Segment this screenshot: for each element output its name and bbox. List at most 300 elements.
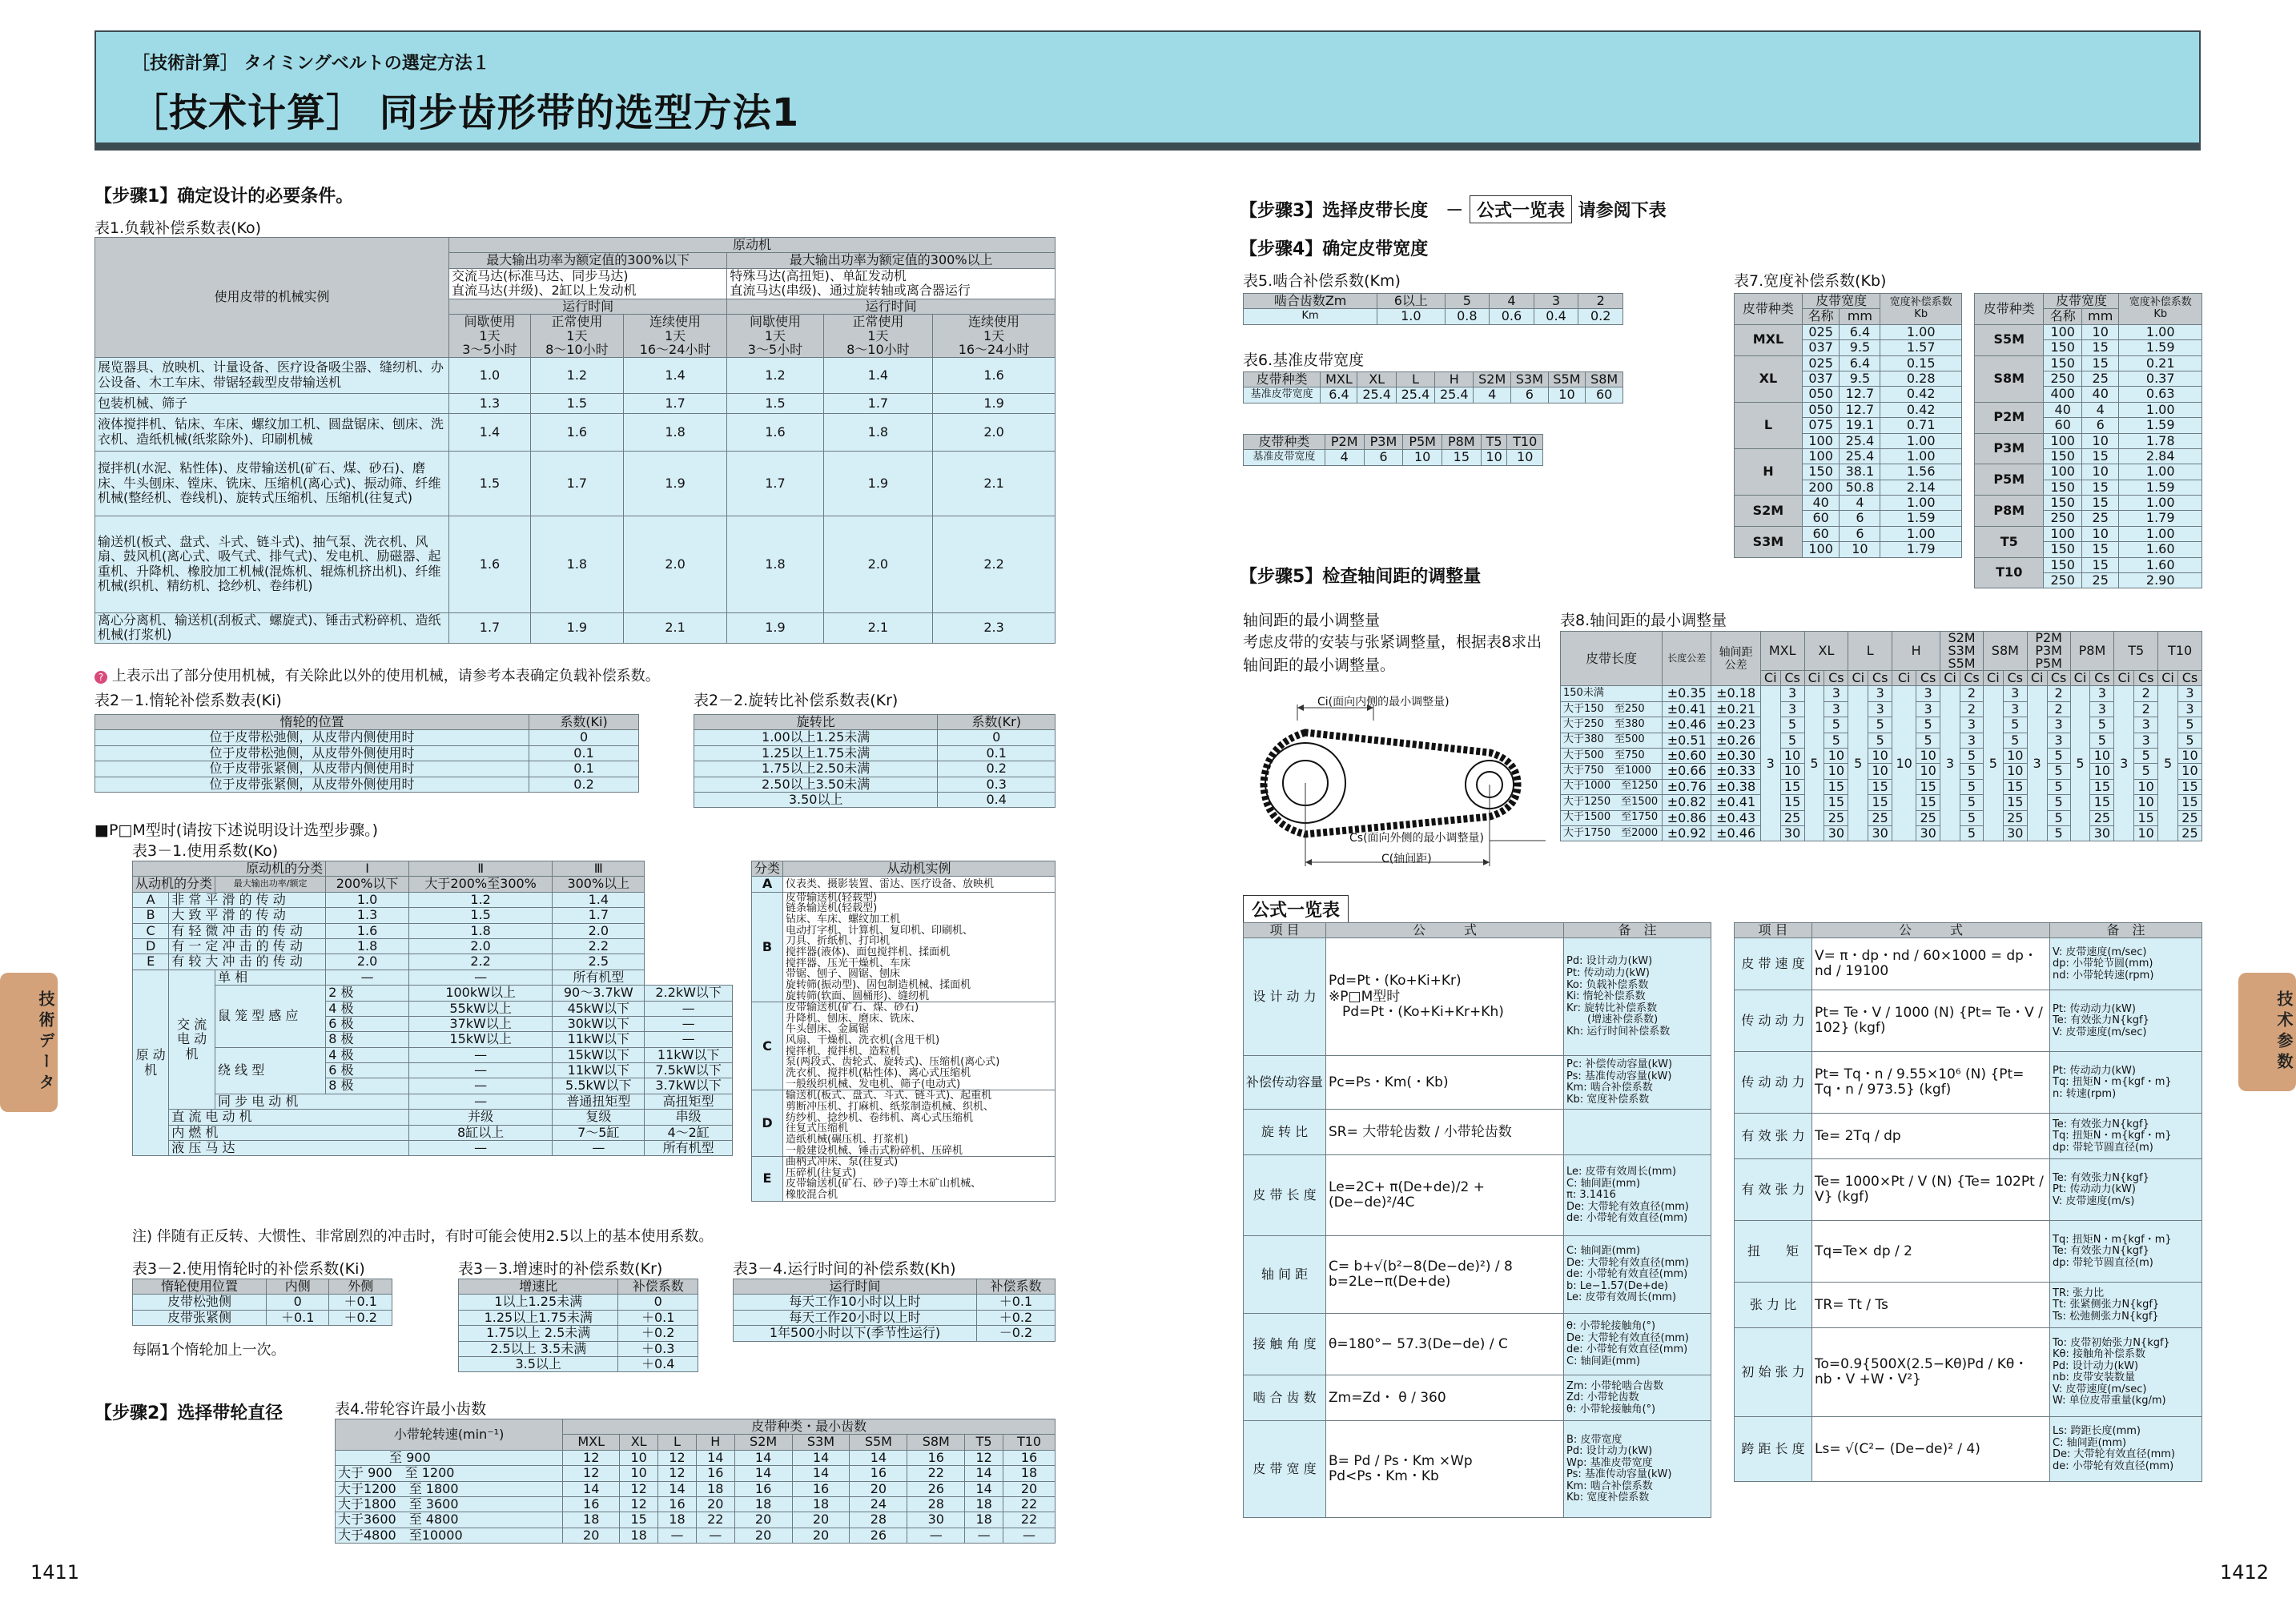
- t8-cs-val: 10: [2134, 795, 2158, 810]
- t31-value: 1.7: [553, 908, 645, 923]
- t8-ci: Ci: [2070, 671, 2090, 686]
- t4-col: MXL: [563, 1435, 620, 1450]
- table-cell: 6.4: [1321, 387, 1357, 403]
- t8-cs: Cs: [1916, 671, 1940, 686]
- formula-note: V: 皮带速度(m/sec) dp: 小带轮节圆(mm) nd: 小带轮转速(rpm): [2050, 938, 2202, 990]
- t4-cell: 12: [563, 1450, 620, 1465]
- table-header: L: [1396, 372, 1434, 387]
- table-cell: 10: [1481, 450, 1507, 465]
- t8-tol: ±0.35: [1663, 686, 1711, 701]
- t4-cell: 大于4800 至10000: [336, 1528, 563, 1543]
- t1-value: 1.7: [623, 393, 727, 413]
- table-head: [694, 715, 1056, 730]
- t4-cell: 22: [1003, 1512, 1056, 1528]
- t7-cell: 1.56: [1880, 464, 1962, 480]
- table-head: [95, 715, 639, 730]
- t8-row: [1561, 748, 2202, 763]
- t31-value: 所有机型: [645, 1141, 733, 1156]
- t8-cs-val: 15: [2003, 795, 2027, 810]
- t31-value: —: [408, 1047, 552, 1062]
- t7-cell: 025: [1802, 355, 1840, 371]
- table-row: [734, 1326, 1056, 1341]
- table-header: 惰轮使用位置: [133, 1279, 267, 1295]
- t1-machine: 包装机械、筛子: [95, 393, 449, 413]
- t1-value: 1.2: [530, 357, 623, 393]
- t1-value: 2.0: [823, 516, 933, 612]
- t8-cs-val: 10: [1868, 748, 1892, 763]
- t3ex-head: [752, 861, 1056, 877]
- t8-cs-val: 10: [2177, 764, 2202, 779]
- t7-cell: 1.00: [1880, 324, 1962, 339]
- formula-item: 初 始 张 力: [1735, 1328, 1812, 1417]
- t1-value: 2.1: [623, 612, 727, 643]
- t4-cell: 大于 900 至 1200: [336, 1466, 563, 1481]
- t7-cell: 100: [2044, 464, 2082, 480]
- t31-value: —: [645, 1016, 733, 1031]
- t31-head-II: Ⅱ: [408, 861, 552, 877]
- formula-item: 皮 带 长 度: [1244, 1155, 1326, 1236]
- t7-cell: 150: [2044, 340, 2082, 355]
- t1-machine: 搅拌机(水泥、粘性体)、皮带输送机(矿石、煤、砂石)、磨床、牛头刨床、镗床、铣床、压缩机(离心式)、振动筛、纤维机械(整经机、卷线机)、旋转式压缩机、压缩机(往复式): [95, 451, 449, 516]
- t8-cs-val: 10: [2090, 764, 2114, 779]
- t8-cs-val: 25: [2003, 810, 2027, 825]
- t1-row: [95, 612, 1056, 643]
- t31-value: 1.5: [408, 908, 552, 923]
- table-cell: 位于皮带张紧侧，从皮带内侧使用时: [95, 761, 529, 777]
- t8-cs-val: 5: [1960, 795, 1983, 810]
- t8-ctr: ±0.41: [1711, 795, 1760, 810]
- t7-row: [1735, 402, 1962, 417]
- t4-cell: —: [907, 1528, 965, 1543]
- table-cell: 1.75以上 2.5未满: [459, 1326, 618, 1341]
- table-cell: 1以上1.25未满: [459, 1295, 618, 1310]
- t7-cell: 10: [1840, 542, 1880, 557]
- t8-cs-val: 15: [1824, 795, 1848, 810]
- t31-ice-label: 内 燃 机: [169, 1125, 409, 1140]
- t8-ci: Ci: [1983, 671, 2003, 686]
- t8-tol: ±0.82: [1663, 795, 1711, 810]
- formula-row: [1735, 1114, 2202, 1159]
- formula-expression: θ=180°− 57.3(De−de) / C: [1326, 1314, 1564, 1375]
- table-header: P2M: [1325, 435, 1364, 450]
- t4-cell: 30: [907, 1512, 965, 1528]
- t8-cs-val: 15: [1824, 779, 1848, 794]
- t1-value: 1.6: [727, 413, 823, 451]
- formula-head-note: 备 注: [2050, 923, 2202, 938]
- t31-wound: [133, 1047, 733, 1062]
- formula-note: C: 轴间距(mm) De: 大带轮有效直径(mm) de: 小带轮有效直径(mm) b: Le−1.57(De+de) Le: 皮带有效周长(mm): [1564, 1236, 1711, 1314]
- t8-cs-val: 3: [1868, 686, 1892, 701]
- table3-4-runtime: [733, 1279, 1056, 1342]
- table-cell: ＋0.4: [618, 1356, 698, 1371]
- formula-row: [1735, 1417, 2202, 1482]
- table-row: [459, 1295, 698, 1310]
- t31-head-I2: 200%以下: [326, 877, 409, 892]
- table8-adjustment: [1560, 631, 2202, 841]
- t31-value: 6 极: [326, 1063, 409, 1078]
- t8-tol: ±0.92: [1663, 825, 1711, 841]
- formula-head: [1244, 923, 1711, 938]
- t31-value: 11kW以下: [645, 1047, 733, 1062]
- t7-cell: 100: [2044, 526, 2082, 541]
- t4-cell: 10: [620, 1466, 658, 1481]
- t31-value: —: [408, 1141, 552, 1156]
- t8-cs-val: 10: [2003, 748, 2027, 763]
- t31-head-II2: 大于200%至300%: [408, 877, 552, 892]
- formula-list-title: 公式一览表: [1243, 895, 1349, 923]
- t8-cs-val: 10: [1824, 748, 1848, 763]
- t8-ctr: ±0.23: [1711, 717, 1760, 733]
- t8-tol: ±0.76: [1663, 779, 1711, 794]
- t7-cell: 0.37: [2119, 371, 2202, 386]
- table-cell: 皮带张紧侧: [133, 1310, 267, 1325]
- t7-cell: 1.79: [1880, 542, 1962, 557]
- t4-cell: 16: [1003, 1450, 1056, 1465]
- formula-expression: Te= 2Tq / dp: [1812, 1114, 2050, 1159]
- t8-cs: Cs: [1868, 671, 1892, 686]
- t31-class-row: [133, 923, 733, 938]
- adjust-title: 轴间距的最小调整量: [1243, 612, 1381, 629]
- table-header: S5M: [1548, 372, 1586, 387]
- formula-expression: Pd=Pt・(Ko+Ki+Kr) ※P□M型时 Pd=Pt・(Ko+Ki+Kr+Kh): [1326, 938, 1564, 1056]
- formula-note: Te: 有效张力N{kgf} Tq: 扭矩N・m{kgf・m} dp: 带轮节圆直径(m): [2050, 1114, 2202, 1159]
- t8-cs-val: 5: [1916, 717, 1940, 733]
- t31-value: 2.0: [408, 938, 552, 954]
- t8-col: S8M: [1983, 632, 2027, 671]
- t8-cs-val: 25: [1824, 810, 1848, 825]
- t7-head-name: 名称: [1802, 309, 1840, 324]
- t8-cs-val: 2: [1960, 686, 1983, 701]
- t31-value: —: [326, 970, 409, 985]
- t8-tol: ±0.46: [1663, 717, 1711, 733]
- t8-ci-val: 5: [1983, 686, 2003, 841]
- table-cell: 0.8: [1445, 309, 1490, 324]
- table5-caption: 表5.啮合补偿系数(Km): [1243, 272, 1401, 290]
- t8-head-len: 皮带长度: [1561, 632, 1663, 686]
- t8-col: XL: [1804, 632, 1848, 671]
- t1-value: 1.7: [823, 393, 933, 413]
- table-header: P8M: [1442, 435, 1481, 450]
- t7-cell: 25: [2081, 371, 2118, 386]
- table4-min-teeth: [335, 1419, 1056, 1544]
- table-row: [95, 745, 639, 761]
- table2-2-caption: 表2－2.旋转比补偿系数表(Kr): [694, 692, 899, 709]
- t7-cell: 15: [2081, 496, 2118, 511]
- t4-col: S3M: [792, 1435, 850, 1450]
- t4-cell: 20: [734, 1512, 792, 1528]
- t1-head-usage: 间歇使用 1天 3～5小时: [727, 314, 823, 357]
- t4-cell: 18: [696, 1481, 734, 1496]
- t4-cell: 20: [563, 1528, 620, 1543]
- formula-item: 皮 带 宽 度: [1244, 1421, 1326, 1518]
- table-header: S8M: [1586, 372, 1623, 387]
- t1-head-usage: 正常使用 1天 8～10小时: [823, 314, 933, 357]
- formula-expression: C= b+√(b²−8(De−de)²) / 8 b=2Le−π(De+de): [1326, 1236, 1564, 1314]
- fig-label-ci: Ci(面向内侧的最小调整量): [1317, 696, 1450, 709]
- t31-value: 5.5kW以下: [553, 1078, 645, 1094]
- table-head: [1244, 372, 1623, 387]
- t8-row: [1561, 825, 2202, 841]
- t8-cs-val: 5: [1780, 733, 1804, 748]
- t4-cell: 20: [734, 1528, 792, 1543]
- t1-value: 2.1: [823, 612, 933, 643]
- table2-1-idler: [94, 714, 639, 793]
- formula-note: Tq: 扭矩N・m{kgf・m} Te: 有效张力N{kgf} dp: 带轮节圆直径(m): [2050, 1221, 2202, 1283]
- formula-note: [1564, 1110, 1711, 1155]
- table-row: [133, 1295, 392, 1310]
- t4-cell: 12: [563, 1466, 620, 1481]
- t8-head-ctr: 轴间距 公差: [1711, 632, 1760, 686]
- t7-cell: 0.63: [2119, 387, 2202, 402]
- t8-cs-val: 5: [2047, 795, 2070, 810]
- t7-cell: 15: [2081, 448, 2118, 464]
- table-cell: 25.4: [1357, 387, 1396, 403]
- t8-cs-val: 10: [1780, 748, 1804, 763]
- t8-ctr: ±0.21: [1711, 701, 1760, 717]
- formula-item: 有 效 张 力: [1735, 1159, 1812, 1221]
- t7-cell: 1.00: [2119, 526, 2202, 541]
- t8-cs-val: 3: [2090, 701, 2114, 717]
- table-cell: 位于皮带松弛侧，从皮带外侧使用时: [95, 745, 529, 761]
- t31-value: 2.2kW以下: [645, 986, 733, 1001]
- formula-expression: Zm=Zd・ θ / 360: [1326, 1375, 1564, 1421]
- t1-value: 1.5: [530, 393, 623, 413]
- t8-cs-val: 2: [1960, 701, 1983, 717]
- t8-tol: ±0.51: [1663, 733, 1711, 748]
- t7-cell: 38.1: [1840, 464, 1880, 480]
- t4-col: L: [658, 1435, 697, 1450]
- table-row: [694, 792, 1056, 807]
- formula-item: 旋 转 比: [1244, 1110, 1326, 1155]
- side-tab-right[interactable]: 技术参数: [2238, 973, 2296, 1091]
- t7-cell: 0.21: [2119, 355, 2202, 371]
- table-row: [133, 1310, 392, 1325]
- t31-value: 所有机型: [553, 970, 645, 985]
- table-cell: 6: [1364, 450, 1403, 465]
- t8-col: T10: [2158, 632, 2202, 671]
- t4-cell: 15: [620, 1512, 658, 1528]
- t7-cell: 12.7: [1840, 402, 1880, 417]
- t7-cell: 100: [2044, 433, 2082, 448]
- t31-single-label: 单 相: [215, 970, 326, 985]
- table-header: 补偿系数: [976, 1279, 1055, 1295]
- t31-value: 37kW以上: [408, 1016, 552, 1031]
- t7-cell: 4: [2081, 402, 2118, 417]
- t31-value: —: [645, 1032, 733, 1047]
- table3-2-note: 每隔1个惰轮加上一次。: [132, 1342, 286, 1359]
- formula-item: 补偿传动容量: [1244, 1056, 1326, 1110]
- t7-cell: 100: [1802, 433, 1840, 448]
- table5-mesh-factor: [1243, 293, 1623, 325]
- step3-text: 【步骤3】选择皮带长度 －: [1240, 201, 1464, 221]
- t7-row: [1735, 324, 1962, 339]
- formula-head-formula: 公 式: [1812, 923, 2050, 938]
- fig-label-cs: Cs(面向外侧的最小调整量): [1349, 832, 1484, 845]
- table-cell: 2.50以上3.50未满: [694, 777, 938, 792]
- t31-value: 1.8: [326, 938, 409, 954]
- t7-cell: 2.14: [1880, 480, 1962, 495]
- t31-value: 并级: [408, 1110, 552, 1125]
- t8-tol: ±0.41: [1663, 701, 1711, 717]
- t31-class-desc: 大 致 平 滑 的 传 动: [169, 908, 326, 923]
- t7-cell: 60: [2044, 418, 2082, 433]
- t31-class: A: [133, 892, 169, 907]
- t4-col: T5: [965, 1435, 1003, 1450]
- table-row: [1244, 387, 1623, 403]
- t1-value: 1.4: [823, 357, 933, 393]
- t1-row: [95, 413, 1056, 451]
- t8-cs-val: 5: [1824, 733, 1848, 748]
- t7-row: [1975, 557, 2202, 572]
- header-banner: [94, 30, 2201, 151]
- t31-value: 2.2: [553, 938, 645, 954]
- formula-note: θ: 小带轮接触角(°) De: 大带轮有效直径(mm) de: 小带轮有效直径(mm) C: 轴间距(mm): [1564, 1314, 1711, 1375]
- t31-value: 45kW以下: [553, 1001, 645, 1016]
- table-row: [95, 761, 639, 777]
- table3-1-note: 注) 伴随有正反转、大惯性、非常剧烈的冲击时，有时可能会使用2.5以上的基本使用系数。: [132, 1228, 714, 1245]
- t31-value: 普通扭矩型: [553, 1094, 645, 1109]
- table-head: [734, 1279, 1056, 1295]
- table-cell: 15: [1442, 450, 1481, 465]
- t7-cell: 037: [1802, 340, 1840, 355]
- t7-row: [1735, 526, 1962, 541]
- t4-cell: 大于1800 至 3600: [336, 1496, 563, 1512]
- t31-value: 11kW以下: [553, 1063, 645, 1078]
- t7-cell: 075: [1802, 418, 1840, 433]
- t7-head-mm: mm: [1840, 309, 1880, 324]
- t8-ctr: ±0.18: [1711, 686, 1760, 701]
- t8-ctr: ±0.46: [1711, 825, 1760, 841]
- table-cell: 0.2: [938, 761, 1056, 777]
- t31-hyd-label: 液 压 马 达: [169, 1141, 409, 1156]
- table-cell: 0.4: [938, 792, 1056, 807]
- t8-head: [1561, 632, 2202, 671]
- t7-cell: 60: [1802, 511, 1840, 526]
- formula-row: [1735, 1283, 2202, 1328]
- t31-value: 2.0: [326, 954, 409, 970]
- t31-dc: [133, 1110, 733, 1125]
- page-number-left: 1411: [30, 1561, 80, 1584]
- table-head: [133, 1279, 392, 1295]
- t8-ci-val: 5: [1848, 686, 1868, 841]
- table1-note-text: 上表示出了部分使用机械，有关除此以外的使用机械，请参考本表确定负载补偿系数。: [111, 668, 660, 685]
- t7-head-kb: 宽度补偿系数 Kb: [2119, 294, 2202, 325]
- table-cell: 0.6: [1490, 309, 1534, 324]
- t4-col: S8M: [907, 1435, 965, 1450]
- t8-cs: Cs: [2003, 671, 2027, 686]
- t31-value: 1.3: [326, 908, 409, 923]
- t31-class: C: [133, 923, 169, 938]
- t1-value: 1.3: [449, 393, 531, 413]
- t7-head-width: 皮带宽度: [2044, 294, 2119, 309]
- table-header: 系数(Ki): [529, 715, 639, 730]
- t7-cell: 150: [2044, 355, 2082, 371]
- table-cell: 3.50以上: [694, 792, 938, 807]
- table-head: [459, 1279, 698, 1295]
- t7-cell: 150: [2044, 542, 2082, 557]
- t1-machine: 展览器具、放映机、计量设备、医疗设备吸尘器、缝纫机、办公设备、木工车床、带锯轻载型皮带输送机: [95, 357, 449, 393]
- t4-cell: 12: [658, 1450, 697, 1465]
- side-tab-left[interactable]: 技術データ: [0, 973, 58, 1112]
- t8-row: [1561, 733, 2202, 748]
- t8-tol: ±0.60: [1663, 748, 1711, 763]
- t1-value: 2.1: [933, 451, 1056, 516]
- t8-cs: Cs: [2090, 671, 2114, 686]
- table1-note: [94, 664, 660, 685]
- t7-cell: 1.00: [1880, 496, 1962, 511]
- formula-list-link[interactable]: 公式一览表: [1470, 195, 1572, 223]
- formula-item: 传 动 动 力: [1735, 990, 1812, 1052]
- t31-sync-label: 同 步 电 动 机: [215, 1094, 409, 1109]
- formula-table-left: [1243, 922, 1711, 1518]
- table-row: [459, 1310, 698, 1325]
- t8-col: S2M S3M S5M: [1940, 632, 1984, 671]
- fig-label-c: C(轴间距): [1381, 853, 1432, 865]
- t8-len: 大于380 至500: [1561, 733, 1663, 748]
- table-row: [1244, 450, 1543, 465]
- t31-value: 1.4: [553, 892, 645, 907]
- t7-type: XL: [1735, 355, 1803, 402]
- t7-cell: 25.4: [1840, 433, 1880, 448]
- table-cell: 每天工作20小时以上时: [734, 1310, 977, 1325]
- table6-base-width-b: [1243, 434, 1543, 466]
- t7-cell: 1.78: [2119, 433, 2202, 448]
- t7-head-mm: mm: [2081, 309, 2118, 324]
- table-cell: 4: [1325, 450, 1364, 465]
- t8-col: MXL: [1760, 632, 1804, 671]
- table-header: S2M: [1474, 372, 1511, 387]
- table-header: T10: [1507, 435, 1543, 450]
- t8-cs-val: 3: [1824, 686, 1848, 701]
- t31-value: 100kW以上: [408, 986, 552, 1001]
- table-cell: 10: [1403, 450, 1442, 465]
- formula-note: TR: 张力比 Tt: 张紧侧张力N{kgf} Ts: 松弛侧张力N{kgf}: [2050, 1283, 2202, 1328]
- table-cell: 25.4: [1396, 387, 1434, 403]
- t1-head-m2: 特殊马达(高扭矩)、单缸发动机 直流马达(串级)、通过旋转轴或离合器运行: [727, 268, 1056, 299]
- t7-cell: 1.59: [1880, 511, 1962, 526]
- t3ex-class: B: [752, 892, 783, 1002]
- t31-value: 15kW以下: [553, 1047, 645, 1062]
- t7-cell: 100: [2044, 324, 2082, 339]
- formula-note: Le: 皮带有效周长(mm) C: 轴间距(mm) π: 3.1416 De: 大带轮有效直径(mm) de: 小带轮有效直径(mm): [1564, 1155, 1711, 1236]
- t7-type: S3M: [1735, 526, 1803, 557]
- t3ex-row: [752, 892, 1056, 1002]
- t8-cs-val: 3: [1824, 701, 1848, 717]
- t8-len: 大于1500 至1750: [1561, 810, 1663, 825]
- t31-ac-label: 交 流 电 动 机: [169, 970, 215, 1110]
- t8-cs-val: 15: [1868, 779, 1892, 794]
- t7-head-type: 皮带种类: [1975, 294, 2044, 325]
- t7-type: T10: [1975, 557, 2044, 588]
- t7-cell: 25.4: [1840, 448, 1880, 464]
- table3-2-idler: [132, 1279, 392, 1326]
- formula-note: B: 皮带宽度 Pd: 设计动力(kW) Wp: 基准皮带宽度 Ps: 基准传动容量(kW) Km: 啮合补偿系数 Kb: 宽度补偿系数: [1564, 1421, 1711, 1518]
- t31-head: [133, 861, 733, 877]
- t1-head-time2: 运行时间: [727, 299, 1056, 314]
- t8-cs-val: 5: [2090, 733, 2114, 748]
- t8-cs-val: 5: [2047, 810, 2070, 825]
- t31-value: 8缸以上: [408, 1125, 552, 1140]
- t31-value: —: [408, 1078, 552, 1094]
- t4-cell: 28: [850, 1512, 907, 1528]
- t7-cell: 1.79: [2119, 511, 2202, 526]
- t31-class: E: [133, 954, 169, 970]
- t4-cell: 28: [907, 1496, 965, 1512]
- formula-row: [1244, 1236, 1711, 1314]
- t31-head-I: Ⅰ: [326, 861, 409, 877]
- t4-cell: 16: [907, 1450, 965, 1465]
- formula-expression: Le=2C+ π(De+de)/2 + (De−de)²/4C: [1326, 1155, 1564, 1236]
